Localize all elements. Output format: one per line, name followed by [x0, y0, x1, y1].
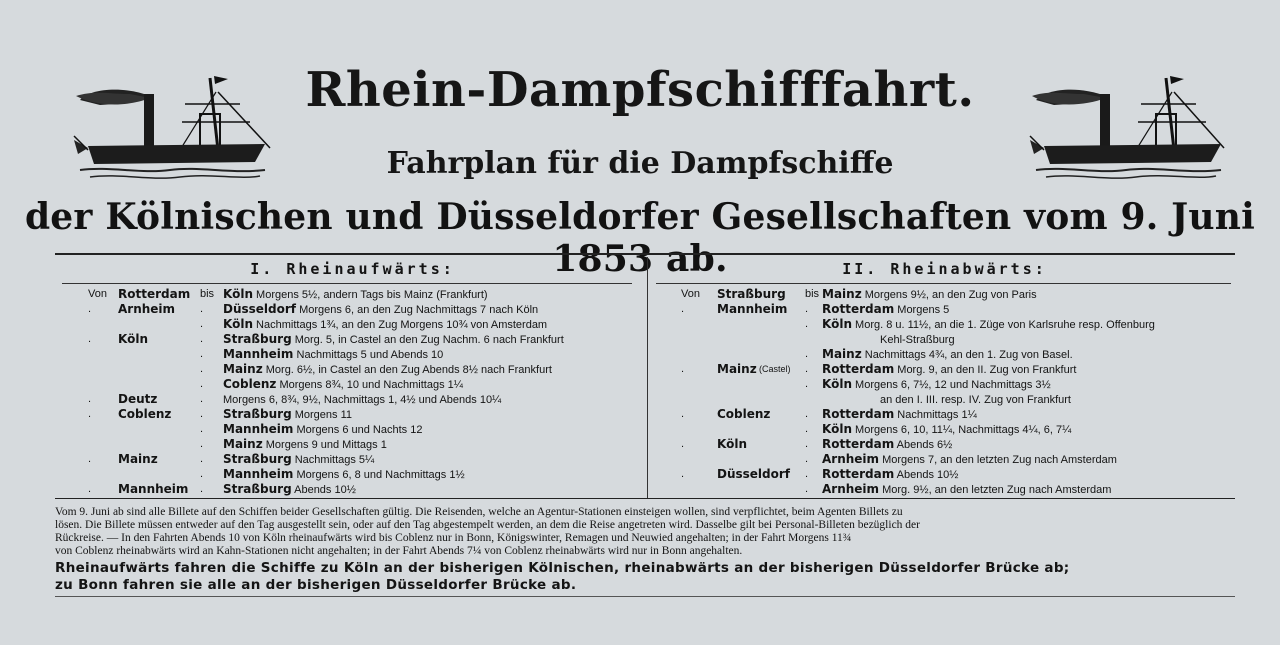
timetable-row: [655, 408, 1235, 422]
timetable-row: [655, 288, 1235, 302]
destination-place: Straßburg: [223, 482, 292, 496]
destination-place: Mannheim: [223, 422, 294, 436]
row-connector: .: [200, 423, 204, 435]
row-connector: .: [200, 303, 204, 315]
departure-times: Morgens 9½, an den Zug von Paris: [861, 289, 1037, 301]
row-connector: .: [200, 318, 204, 330]
destination-times: [822, 408, 977, 422]
destination-times: [223, 318, 547, 332]
departure-times: Abends 10½: [894, 469, 959, 481]
destination-times: [223, 348, 443, 362]
row-connector: .: [200, 393, 204, 405]
timetable-row: [60, 288, 640, 302]
row-prefix: Von: [88, 288, 107, 300]
departure-place: Coblenz: [717, 407, 771, 421]
departure-place: Köln: [717, 437, 747, 451]
destination-times: [822, 438, 952, 452]
departure-times: Nachmittags 5 und Abends 10: [293, 349, 444, 361]
row-connector: .: [200, 408, 204, 420]
row-prefix: .: [88, 453, 92, 465]
row-connector: .: [200, 438, 204, 450]
destination-place: Rotterdam: [822, 362, 895, 376]
departure-times: Morg. 5, in Castel an den Zug Nachm. 6 nach Frankfurt: [291, 334, 564, 346]
timetable-row: [60, 468, 640, 482]
row-prefix: .: [681, 303, 685, 315]
note-line: lösen. Die Billete müssen entweder auf den Tag ausgestellt sein, oder auf den Tag abgestempelt werden, an dem die Reise angetreten wird. Dasselbe gilt bei Personal-Billeten bezüglich der: [55, 519, 920, 531]
row-connector: .: [805, 423, 809, 435]
destination-place: Mainz: [223, 437, 263, 451]
row-prefix: .: [681, 468, 685, 480]
destination-place: Straßburg: [223, 407, 292, 421]
destination-place: Köln: [822, 317, 852, 331]
timetable-row: [655, 303, 1235, 317]
departure-times: Morg. 9, an den II. Zug von Frankfurt: [894, 364, 1077, 376]
destination-times: [822, 468, 958, 482]
departure-place: Coblenz: [118, 407, 172, 421]
row-connector: .: [200, 453, 204, 465]
timetable-row: [60, 393, 640, 407]
departure-note: Rheinaufwärts fahren die Schiffe zu Köln an der bisherigen Kölnischen, rheinabwärts an der bisherigen Düsseldorfer Brücke ab;: [55, 560, 1070, 576]
note-line: Vom 9. Juni ab sind alle Billete auf den Schiffen beider Gesellschaften gültig. Die Reisenden, welche an Agentur-Stationen einsteigen wollen, sind verpflichtet, beim Agenten Billets zu: [55, 506, 903, 518]
upstream-header: I. Rheinaufwärts:: [250, 260, 455, 278]
row-connector: .: [805, 318, 809, 330]
destination-times: [223, 408, 352, 422]
departure-place: Köln: [118, 332, 148, 346]
row-prefix: .: [681, 408, 685, 420]
destination-place: Arnheim: [822, 482, 880, 496]
timetable-row: [60, 363, 640, 377]
departure-place: Rotterdam: [118, 287, 191, 301]
departure-note: (Castel): [759, 364, 791, 374]
destination-place: Mannheim: [223, 347, 294, 361]
destination-times: [223, 363, 552, 377]
timetable-row: [655, 483, 1235, 497]
timetable-row: [60, 333, 640, 347]
downstream-header: II. Rheinabwärts:: [842, 260, 1047, 278]
row-prefix: .: [88, 408, 92, 420]
destination-place: Straßburg: [223, 332, 292, 346]
departure-times: Nachmittags 1¾, an den Zug Morgens 10¾ von Amsterdam: [253, 319, 548, 331]
departure-times: Nachmittags 5¼: [291, 454, 375, 466]
row-connector: .: [200, 468, 204, 480]
departure-times: Morgens 6, 10, 11¼, Nachmittags 4¼, 6, 7¼: [852, 424, 1072, 436]
departure-times: Morg. 6½, in Castel an den Zug Abends 8½ nach Frankfurt: [262, 364, 552, 376]
departure-place: Arnheim: [118, 302, 176, 316]
departure-place: Mannheim: [118, 482, 189, 496]
destination-times: [223, 333, 564, 347]
destination-place: Köln: [223, 287, 253, 301]
destination-times: [223, 378, 463, 392]
destination-place: Mainz: [822, 287, 862, 301]
destination-place: Rotterdam: [822, 302, 895, 316]
row-connector: .: [200, 363, 204, 375]
timetable-row: [655, 363, 1235, 377]
destination-times: [822, 318, 1155, 332]
row-connector: .: [805, 348, 809, 360]
poster-subtitle: Fahrplan für die Dampfschiffe: [386, 146, 894, 181]
timetable-row: [655, 438, 1235, 452]
departure-times: Morgens 6 und Nachts 12: [293, 424, 423, 436]
departure-times: Morgens 7, an den letzten Zug nach Amsterdam: [879, 454, 1117, 466]
destination-place: Düsseldorf: [223, 302, 297, 316]
timetable-row: [60, 438, 640, 452]
timetable-row: [60, 348, 640, 362]
destination-place: Rotterdam: [822, 407, 895, 421]
departure-times: Morg. 9½, an den letzten Zug nach Amsterdam: [879, 484, 1112, 496]
row-connector: .: [200, 378, 204, 390]
destination-place: Mannheim: [223, 467, 294, 481]
row-prefix: .: [88, 303, 92, 315]
departure-times: Morgens 6, an den Zug Nachmittags 7 nach Köln: [296, 304, 539, 316]
destination-times: [223, 303, 538, 317]
destination-times: [223, 468, 465, 482]
destination-times: [822, 423, 1071, 437]
destination-times: [880, 333, 955, 347]
destination-times: [822, 348, 1073, 362]
destination-place: Köln: [223, 317, 253, 331]
row-connector: .: [805, 483, 809, 495]
destination-place: Arnheim: [822, 452, 880, 466]
top-divider: [55, 253, 1235, 255]
row-connector: .: [200, 333, 204, 345]
row-connector: .: [805, 363, 809, 375]
note-line: von Coblenz rheinabwärts wird an Kahn-Stationen nicht angehalten; in der Fahrt Abends 7¼ von Coblenz rheinabwärts wird nur in Bonn angehalten.: [55, 545, 743, 557]
destination-place: Rotterdam: [822, 467, 895, 481]
departure-times: Morgens 9 und Mittags 1: [262, 439, 387, 451]
destination-times: [223, 453, 374, 467]
destination-place: Köln: [822, 422, 852, 436]
departure-times: Morgens 11: [291, 409, 352, 421]
departure-times: Morgens 8¾, 10 und Nachmittags 1¼: [276, 379, 463, 391]
destination-place: Mainz: [223, 362, 263, 376]
destination-times: [223, 423, 422, 437]
destination-times: [822, 378, 1051, 392]
destination-times: [223, 438, 387, 452]
departure-times: Abends 10½: [291, 484, 356, 496]
departure-times: Nachmittags 1¼: [894, 409, 977, 421]
departure-times: Morgens 6, 8¾, 9½, Nachmittags 1, 4½ und Abends 10¼: [223, 394, 502, 406]
timetable-row: [655, 333, 1235, 347]
row-connector: .: [805, 378, 809, 390]
row-prefix: .: [88, 393, 92, 405]
poster-title: Rhein-Dampfschifffahrt.: [305, 62, 975, 118]
departure-place: Mainz: [118, 452, 158, 466]
destination-place: Rotterdam: [822, 437, 895, 451]
timetable-row: [60, 378, 640, 392]
destination-times: [223, 288, 488, 302]
departure-place: Düsseldorf: [717, 467, 791, 481]
departure-times: Morgens 5½, andern Tags bis Mainz (Frankfurt): [253, 289, 488, 301]
destination-times: [822, 363, 1076, 377]
departure-times: Morg. 8 u. 11½, an die 1. Züge von Karlsruhe resp. Offenburg: [852, 319, 1155, 331]
departure-times: an den I. III. resp. IV. Zug von Frankfurt: [880, 394, 1071, 406]
departure-times: Morgens 6, 8 und Nachmittags 1½: [293, 469, 465, 481]
timetable-row: [60, 318, 640, 332]
upstream-header-rule: [62, 283, 632, 284]
row-connector: .: [805, 468, 809, 480]
row-prefix: .: [88, 483, 92, 495]
poster-heading: der Kölnischen und Düsseldorfer Gesellschaften vom 9. Juni 1853 ab.: [24, 196, 1256, 280]
row-connector: .: [200, 483, 204, 495]
row-connector: .: [200, 348, 204, 360]
row-connector: .: [805, 408, 809, 420]
row-connector: bis: [200, 288, 215, 300]
departure-times: Morgens 5: [894, 304, 950, 316]
departure-times: Nachmittags 4¾, an den 1. Zug von Basel.: [861, 349, 1073, 361]
row-connector: .: [805, 438, 809, 450]
timetable-row: [655, 318, 1235, 332]
timetable-row: [655, 393, 1235, 407]
destination-times: [822, 288, 1037, 302]
destination-times: [880, 393, 1071, 407]
row-connector: .: [805, 453, 809, 465]
row-connector: bis: [805, 288, 820, 300]
departure-times: Kehl-Straßburg: [880, 334, 955, 346]
departure-place: Mannheim: [717, 302, 788, 316]
departure-place: Mainz: [717, 362, 757, 376]
column-divider: [647, 257, 648, 499]
departure-times: Morgens 6, 7½, 12 und Nachmittags 3½: [852, 379, 1051, 391]
destination-times: [822, 483, 1111, 497]
table-bottom-rule: [55, 498, 1235, 499]
row-prefix: .: [88, 333, 92, 345]
row-connector: .: [805, 303, 809, 315]
departure-times: Abends 6½: [894, 439, 953, 451]
timetable-row: [655, 348, 1235, 362]
timetable-row: [655, 378, 1235, 392]
timetable-row: [60, 453, 640, 467]
timetable-row: [60, 303, 640, 317]
destination-times: [223, 393, 501, 407]
destination-place: Mainz: [822, 347, 862, 361]
destination-place: Straßburg: [223, 452, 292, 466]
timetable-row: [60, 423, 640, 437]
departure-place: Straßburg: [717, 287, 786, 301]
destination-times: [822, 453, 1117, 467]
departure-note: zu Bonn fahren sie alle an der bisherigen Düsseldorfer Brücke ab.: [55, 577, 577, 593]
row-prefix: .: [681, 363, 685, 375]
timetable-row: [655, 453, 1235, 467]
destination-times: [223, 483, 356, 497]
destination-place: Coblenz: [223, 377, 277, 391]
timetable-row: [60, 408, 640, 422]
departure-place: Deutz: [118, 392, 158, 406]
downstream-header-rule: [656, 283, 1231, 284]
row-prefix: .: [681, 438, 685, 450]
destination-times: [822, 303, 949, 317]
final-rule: [55, 596, 1235, 597]
timetable-row: [60, 483, 640, 497]
destination-place: Köln: [822, 377, 852, 391]
timetable-row: [655, 423, 1235, 437]
note-line: Rückreise. — In den Fahrten Abends 10 von Köln rheinaufwärts wird bis Coblenz nur in Bonn, Königswinter, Remagen und Neuwied angehalten; in der Fahrt Morgens 11¾: [55, 532, 852, 544]
row-prefix: Von: [681, 288, 700, 300]
timetable-row: [655, 468, 1235, 482]
